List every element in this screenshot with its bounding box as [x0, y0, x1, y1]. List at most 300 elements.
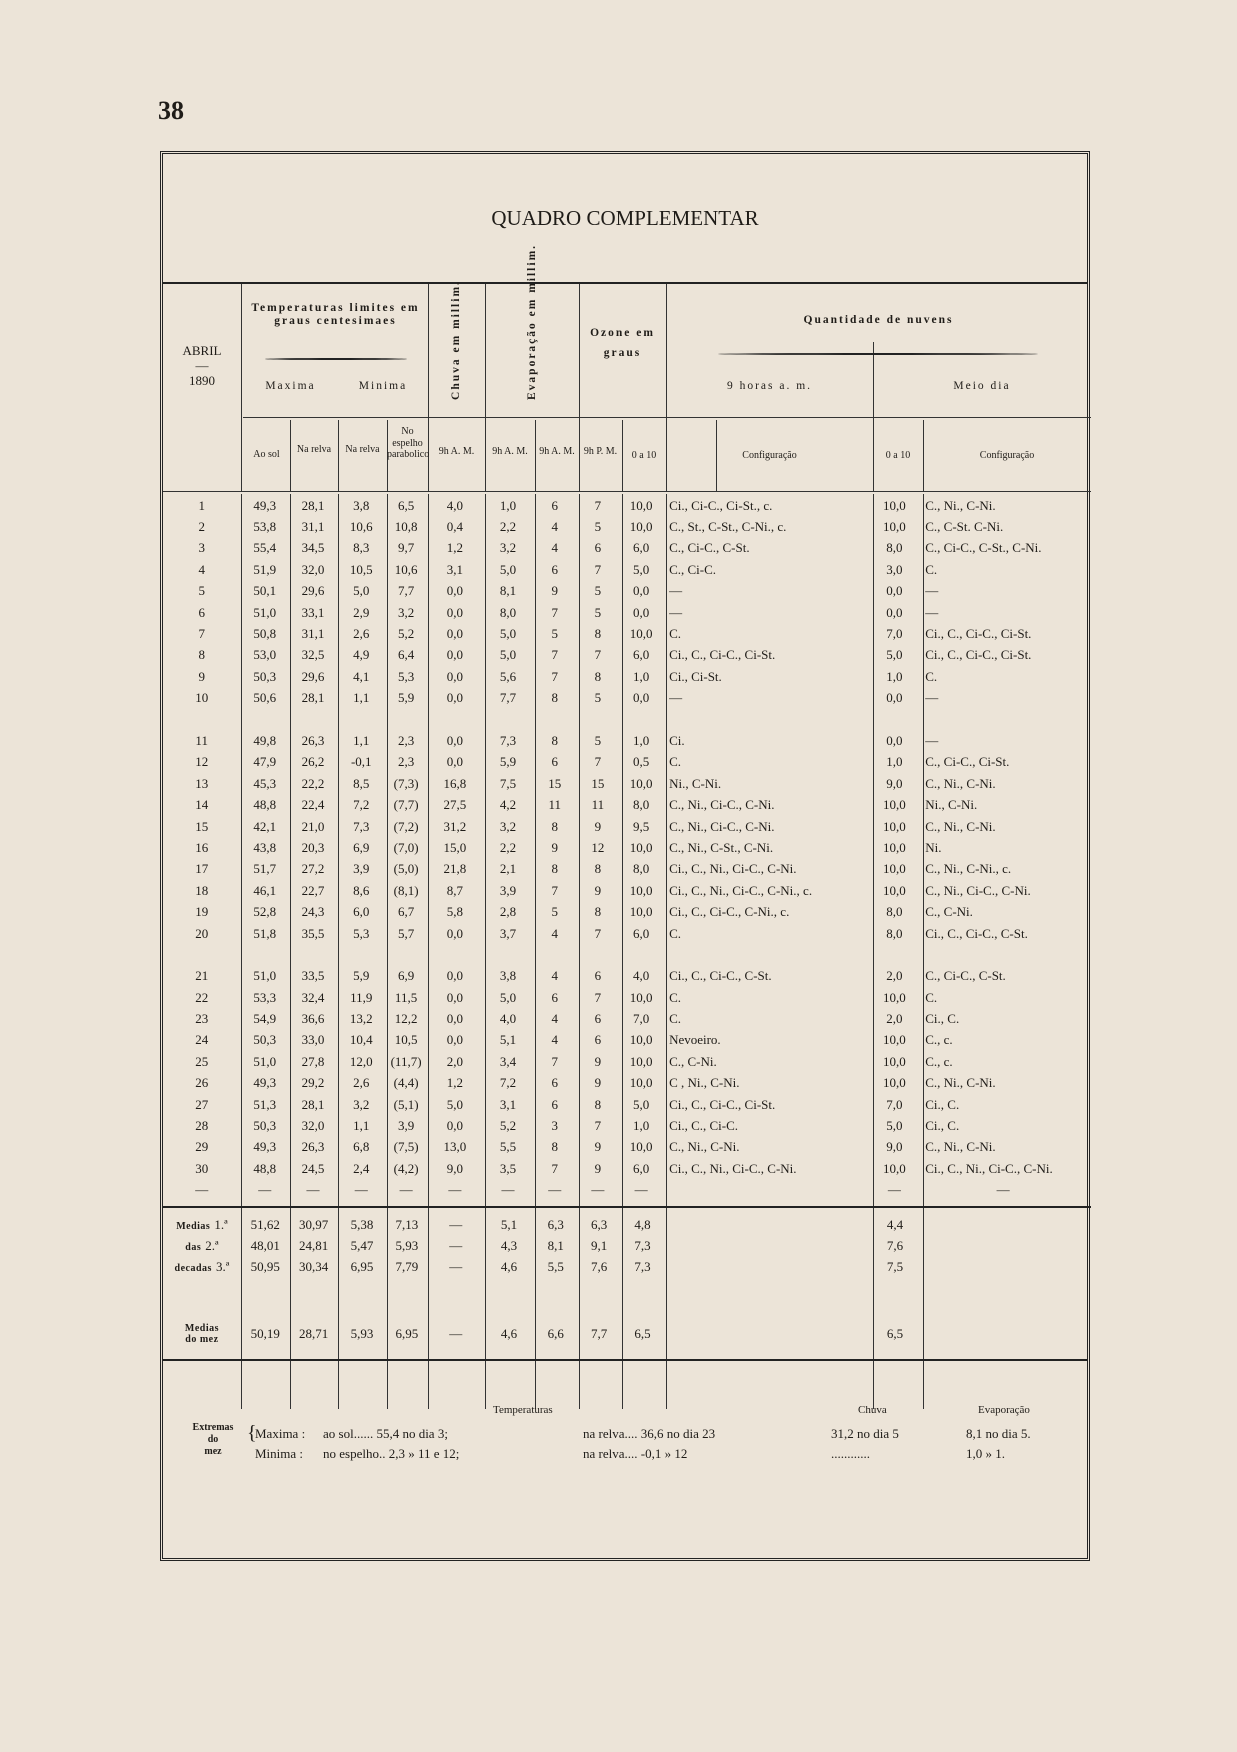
table-cell: 43,8 [253, 839, 277, 855]
config-pm-header: Configuração [979, 450, 1035, 461]
table-cell: (11,7) [390, 1053, 422, 1069]
table-cell: 15 [548, 775, 562, 791]
table-cell: 6,95 [350, 1258, 374, 1274]
table-cell: 10,4 [349, 1032, 373, 1048]
table-cell: 51,62 [250, 1216, 280, 1232]
table-cell [664, 1256, 870, 1277]
table-cell: -0,1 [350, 754, 372, 770]
summary-table [163, 1214, 1087, 1345]
table-cell [163, 1323, 241, 1345]
table-cell: Ci. [669, 732, 685, 748]
medias-mez-label: do mez [185, 1334, 219, 1345]
table-cell: C , Ni., C-Ni. [669, 1075, 740, 1091]
ozone-pm-header: 9h P. M. [583, 446, 618, 457]
table-cell: 2,3 [397, 754, 415, 770]
table-cell: 4 [198, 561, 205, 577]
table-cell: 10,0 [629, 882, 653, 898]
table-cell: 5 [594, 690, 602, 706]
table-cell: 1,2 [446, 540, 463, 556]
table-row [163, 645, 1087, 666]
table-cell: 50,6 [253, 690, 277, 706]
page-title: QUADRO COMPLEMENTAR [491, 206, 759, 230]
table-cell: 51,0 [253, 968, 277, 984]
table-cell: 28,1 [301, 497, 325, 513]
table-cell: 8,7 [446, 882, 463, 898]
table-cell: C., Ci-C., Ci-St. [925, 754, 1010, 770]
table-cell: 10,5 [394, 1032, 418, 1048]
table-cell: 7,6 [886, 1237, 904, 1253]
table-cell: 4,1 [353, 668, 370, 684]
table-row [163, 1158, 1087, 1179]
table-cell: — [449, 1258, 463, 1274]
table-cell: 1,0 [886, 668, 903, 684]
table-cell: 0,0 [446, 668, 463, 684]
table-cell: 10,0 [629, 839, 653, 855]
table-cell: Ci., C. [925, 1096, 960, 1112]
table-cell: 22 [195, 989, 209, 1005]
table-cell: 8 [551, 861, 558, 877]
table-cell: 55,4 [253, 540, 277, 556]
table-cell: 35,5 [301, 925, 325, 941]
table-cell: 5,5 [547, 1258, 564, 1274]
table-cell: 17 [195, 861, 209, 877]
table-cell: 10,6 [394, 561, 418, 577]
table-cell: 51,0 [253, 1053, 277, 1069]
table-cell: 9 [594, 882, 602, 898]
table-cell: 4,6 [500, 1258, 518, 1274]
min-evap: 1,0 » 1. [966, 1446, 1005, 1461]
table-cell: C., C-Ni. [925, 904, 973, 920]
table-cell: 3,1 [499, 1096, 517, 1112]
table-cell: Ci., C. [925, 1118, 960, 1134]
table-cell: 10,0 [882, 1053, 906, 1069]
table-cell: (4,4) [393, 1075, 419, 1091]
table-cell: 28,71 [299, 1326, 329, 1341]
table-cell: 10,0 [629, 626, 653, 642]
table-cell: — [195, 1182, 209, 1198]
max-chuva: 31,2 no dia 5 [831, 1426, 899, 1441]
table-cell: 2 [198, 519, 205, 535]
table-cell: 20,3 [301, 839, 325, 855]
table-cell: 46,1 [253, 882, 277, 898]
table-cell: 10,5 [349, 561, 373, 577]
table-cell: — [669, 604, 683, 620]
table-cell [664, 1214, 870, 1235]
table-cell: 7,3 [499, 732, 517, 748]
table-cell: 8,3 [353, 540, 370, 556]
table-cell: 7,7 [590, 1326, 608, 1341]
table-cell [920, 1214, 1087, 1235]
table-cell: 10,0 [882, 497, 906, 513]
table-cell: Ci., C., Ci-C., Ci-St. [925, 626, 1032, 642]
table-cell: 10,0 [629, 989, 653, 1005]
table-cell: — [449, 1326, 463, 1341]
max-evap: 8,1 no dia 5. [966, 1426, 1031, 1441]
table-cell: C. [669, 1011, 681, 1027]
table-cell: 50,3 [253, 1032, 277, 1048]
table-cell: 8,6 [353, 882, 370, 898]
table-row [163, 966, 1087, 987]
table-cell: Ci., Ci-C., Ci-St., c. [669, 497, 773, 513]
table-cell: C., Ci-C., C-St. [669, 540, 750, 556]
table-cell: 0,0 [633, 690, 650, 706]
min-espelho: no espelho.. 2,3 » 11 e 12; [323, 1446, 460, 1461]
table-cell: 5,0 [633, 1096, 650, 1112]
table-cell: 24 [195, 1032, 209, 1048]
table-cell: Ci., C., Ci-C., C-St. [925, 925, 1028, 941]
table-cell: 7 [594, 561, 602, 577]
table-row [163, 859, 1087, 880]
table-cell: 3,4 [499, 1053, 517, 1069]
table-cell: 0,0 [446, 732, 463, 748]
rule [163, 1359, 1087, 1361]
table-cell: 7,79 [395, 1258, 419, 1274]
table-cell: 4,6 [500, 1326, 518, 1341]
table-row [163, 794, 1087, 815]
table-cell: (7,5) [393, 1139, 419, 1155]
table-cell: 7 [594, 754, 602, 770]
table-cell: 22,2 [301, 775, 325, 791]
table-row [163, 752, 1087, 773]
month-dash: — [195, 358, 209, 373]
table-cell: 22,4 [301, 797, 325, 813]
table-cell: 0,0 [446, 1011, 463, 1027]
meio-dia-header: Meio dia [953, 380, 1011, 392]
table-cell: 11,9 [350, 989, 373, 1005]
decada-row [163, 1235, 1087, 1256]
table-cell: 7 [551, 647, 558, 663]
table-cell: 51,7 [253, 861, 277, 877]
table-cell: 22,7 [301, 882, 325, 898]
table-cell: 10,0 [882, 1032, 906, 1048]
table-cell: 5,8 [446, 904, 463, 920]
table-cell: 6,9 [397, 968, 415, 984]
table-cell: 5,1 [499, 1032, 517, 1048]
table-cell: 4,2 [499, 797, 517, 813]
table-cell: 7 [551, 1053, 558, 1069]
table-cell: 49,3 [253, 1075, 277, 1091]
divider [579, 284, 580, 492]
table-cell: 5,9 [397, 690, 415, 706]
table-cell: — [449, 1216, 463, 1232]
table-cell: 5,9 [353, 968, 370, 984]
table-cell: 3,2 [499, 818, 517, 834]
table-cell: C., St., C-St., C-Ni., c. [669, 519, 787, 535]
table-cell: 7,0 [886, 1096, 903, 1112]
table-row [163, 1115, 1087, 1136]
table-cell: 7,3 [634, 1237, 651, 1253]
table-cell: 4,0 [633, 968, 650, 984]
table-cell: 49,8 [253, 732, 277, 748]
table-cell: 6 [594, 540, 602, 556]
table-cell: 9 [594, 1139, 602, 1155]
table-cell: 0,0 [446, 690, 463, 706]
table-cell: 7,7 [499, 690, 517, 706]
table-cell: C. [925, 668, 938, 684]
brace [247, 356, 425, 362]
table-cell: Ci., C., Ci-C., C-Ni., c. [669, 904, 790, 920]
table-cell: 5 [594, 604, 602, 620]
table-cell: 29,6 [301, 668, 325, 684]
table-cell: 6 [551, 1075, 558, 1091]
table-cell: 7 [594, 989, 602, 1005]
table-cell: — [548, 1182, 562, 1198]
table-cell: 5,0 [886, 647, 903, 663]
table-cell: 3,9 [353, 861, 370, 877]
table-cell: Ci., C., Ci-C., C-St. [669, 968, 772, 984]
table-cell: 10,0 [882, 839, 906, 855]
table-cell: (5,1) [393, 1096, 419, 1112]
table-cell: Ci., C., Ci-C., Ci-St. [669, 1096, 776, 1112]
table-cell: 53,3 [253, 989, 277, 1005]
table-cell: 7 [198, 626, 205, 642]
table-cell: 6,7 [397, 904, 415, 920]
table-cell: 6,4 [397, 647, 415, 663]
table-cell: 33,1 [301, 604, 325, 620]
table-row [163, 987, 1087, 1008]
table-cell: 5,6 [499, 668, 517, 684]
table-cell: 10,6 [349, 519, 373, 535]
table-cell: 28,1 [301, 1096, 325, 1112]
table-cell: C., C-Ni. [669, 1053, 717, 1069]
table-cell: — [354, 1182, 368, 1198]
table-row [163, 495, 1087, 516]
table-cell: 0,0 [446, 925, 463, 941]
table-cell: 3,8 [353, 497, 370, 513]
table-cell: 10,0 [882, 519, 906, 535]
table-row [163, 1137, 1087, 1158]
maxima-header: Maxima [265, 380, 316, 392]
medias-mez-row [163, 1323, 1087, 1345]
max-relva: na relva.... 36,6 no dia 23 [583, 1426, 716, 1441]
table-cell: 53,8 [253, 519, 277, 535]
table-cell: 6 [551, 1096, 558, 1112]
table-cell: 9 [594, 818, 602, 834]
table-cell: 27,2 [301, 861, 325, 877]
table-cell: 7,3 [634, 1258, 651, 1274]
table-cell: 0,0 [446, 989, 463, 1005]
table-cell: 0,0 [886, 690, 903, 706]
year-label: 1890 [189, 373, 215, 388]
evaporacao-header: Evaporação em millim. [526, 243, 538, 400]
table-cell: — [925, 604, 939, 620]
table-row [163, 1008, 1087, 1029]
table-cell: 8,5 [353, 775, 370, 791]
table-cell: — [449, 1237, 463, 1253]
table-cell: 0,5 [633, 754, 650, 770]
table-cell: 50,8 [253, 626, 277, 642]
table-cell: (7,3) [393, 775, 419, 791]
table-cell: C., c. [925, 1053, 953, 1069]
table-cell: 24,3 [301, 904, 325, 920]
min-label: Minima : [255, 1446, 304, 1461]
table-cell: 7,0 [633, 1011, 650, 1027]
table-cell: 21,8 [443, 861, 467, 877]
table-cell: 10,0 [629, 775, 653, 791]
table-cell: C., Ni., C-Ni. [925, 775, 996, 791]
table-cell: 5,0 [499, 626, 517, 642]
table-cell: 6 [551, 754, 558, 770]
table-cell: 51,0 [253, 604, 277, 620]
table-cell: 4 [551, 540, 558, 556]
table-cell: 1,0 [499, 497, 517, 513]
table-cell: 6 [551, 561, 558, 577]
table-cell: 0,0 [446, 968, 463, 984]
divider [338, 420, 339, 492]
table-cell: 50,3 [253, 668, 277, 684]
table-cell: 5,0 [886, 1118, 903, 1134]
table-cell: 33,5 [301, 968, 325, 984]
table-cell: 10,0 [882, 797, 906, 813]
table-cell: 6,0 [633, 540, 650, 556]
table-cell: Ci., C., Ci-C., Ci-St. [925, 647, 1032, 663]
table-cell: 6 [551, 989, 558, 1005]
table-cell: 15 [195, 818, 209, 834]
table-cell: 30,34 [299, 1258, 329, 1274]
table-cell: 0,0 [446, 1032, 463, 1048]
table-cell: (7,2) [393, 818, 419, 834]
table-cell: 4 [551, 1032, 558, 1048]
table-cell: 32,5 [301, 647, 325, 663]
table-cell: C., Ni., Ci-C., C-Ni. [669, 797, 775, 813]
max-label: Maxima : [255, 1426, 306, 1441]
table-cell: 32,0 [301, 1118, 325, 1134]
table-cell: 5,5 [499, 1139, 517, 1155]
table-cell: 0,0 [446, 583, 463, 599]
table-cell: Ci., C., Ni., Ci-C., C-Ni. [925, 1160, 1053, 1176]
table-cell: 10,0 [882, 1160, 906, 1176]
escala-pm-header: 0 a 10 [885, 450, 911, 461]
table-cell: 51,8 [253, 925, 277, 941]
table-cell: 15 [591, 775, 605, 791]
table-cell: 5,2 [499, 1118, 517, 1134]
table-cell: 5,0 [633, 561, 650, 577]
table-cell: 9 [594, 1075, 602, 1091]
table-cell: 9 [594, 1160, 602, 1176]
table-cell [163, 1214, 241, 1235]
table-cell: 10,0 [882, 882, 906, 898]
table-cell: C., Ni., C-Ni. [925, 497, 996, 513]
table-cell: 26,3 [301, 1139, 325, 1155]
table-cell: 0,0 [886, 732, 903, 748]
max-sol: ao sol...... 55,4 no dia 3; [323, 1426, 448, 1441]
table-cell [663, 1180, 869, 1201]
nove-horas-header: 9 horas a. m. [726, 380, 813, 392]
table-cell [920, 1235, 1087, 1256]
table-cell: 3 [551, 1118, 558, 1134]
extremes-label-1: Extremas [192, 1422, 234, 1433]
divider [241, 284, 242, 492]
decada-ordinal: 3.ª [215, 1258, 230, 1274]
table-cell: 6,0 [633, 1160, 650, 1176]
table-cell: 13 [195, 775, 209, 791]
table-cell: 2,1 [499, 861, 517, 877]
table-cell: — [669, 583, 683, 599]
table-cell: 26 [195, 1075, 209, 1091]
table-cell: 14 [195, 797, 209, 813]
table-cell: 3,2 [353, 1096, 370, 1112]
table-cell: 2,0 [886, 1011, 903, 1027]
table-cell: 26,3 [301, 732, 325, 748]
extremes-label-2: do [207, 1434, 219, 1445]
extremes-chuva-header: Chuva [858, 1404, 887, 1416]
table-cell: — [996, 1182, 1010, 1198]
table-cell: 1,2 [446, 1075, 463, 1091]
ozone-header: Ozone em graus [590, 327, 655, 359]
table-cell: 2,3 [397, 732, 415, 748]
table-cell: 50,1 [253, 583, 277, 599]
table-row [163, 1073, 1087, 1094]
table-cell: 53,0 [253, 647, 277, 663]
table-cell: Ci., C. [925, 1011, 960, 1027]
table-cell: — [925, 583, 939, 599]
daily-table [163, 495, 1087, 1201]
table-row [163, 816, 1087, 837]
table-cell: 24,81 [299, 1237, 329, 1253]
table-cell: 11 [195, 732, 208, 748]
table-cell: 32,4 [301, 989, 325, 1005]
table-cell: 6 [594, 1011, 602, 1027]
table-cell: 5,0 [353, 583, 370, 599]
table-cell: 3,2 [499, 540, 517, 556]
table-cell: 7,6 [590, 1258, 608, 1274]
table-cell: 2,6 [353, 1075, 370, 1091]
table-cell: 3,5 [499, 1160, 517, 1176]
table-cell: — [399, 1182, 413, 1198]
extremes-evap-header: Evaporação [978, 1404, 1030, 1416]
table-cell: 26,2 [301, 754, 325, 770]
table-cell: — [501, 1182, 515, 1198]
table-cell: 4,4 [886, 1216, 904, 1232]
table-cell: 5,0 [499, 989, 517, 1005]
table-cell: 6,9 [353, 839, 370, 855]
table-cell: 5,7 [397, 925, 415, 941]
table-row [163, 516, 1087, 537]
table-cell: 29 [195, 1139, 209, 1155]
table-cell: Ci., C., Ni., Ci-C., C-Ni., c. [669, 882, 813, 898]
table-cell: 7 [551, 668, 558, 684]
table-cell: 2,2 [499, 839, 517, 855]
table-cell: 7 [594, 925, 602, 941]
table-cell: 5,0 [499, 647, 517, 663]
table-cell: 20 [195, 925, 209, 941]
na-relva-header: Na relva [296, 444, 332, 455]
table-cell: 10,0 [629, 1032, 653, 1048]
table-cell: 50,19 [250, 1326, 280, 1341]
min-relva: na relva.... -0,1 » 12 [583, 1446, 688, 1461]
table-cell: 8 [594, 1096, 602, 1112]
ao-sol-header: Ao sol [253, 449, 280, 460]
table-cell: (7,0) [393, 839, 419, 855]
table-cell: 34,5 [301, 540, 325, 556]
table-cell: C., Ni., Ci-C., C-Ni. [925, 882, 1031, 898]
table-cell: 8,0 [886, 925, 903, 941]
table-cell: 13,2 [349, 1011, 373, 1027]
table-cell: Ci., Ci-St. [669, 668, 722, 684]
table-cell: 36,6 [301, 1011, 325, 1027]
table-cell: 7 [551, 882, 558, 898]
table-cell: 5,3 [353, 925, 370, 941]
table-cell: 5 [551, 626, 558, 642]
table-cell: 0,0 [446, 647, 463, 663]
table-row [163, 730, 1087, 751]
table-cell: C., c. [925, 1032, 953, 1048]
temp-group-header: Temperaturas limites em graus centesimaes [251, 302, 420, 328]
table-cell: 11 [548, 797, 561, 813]
table-cell: 6,0 [633, 647, 650, 663]
table-row [163, 837, 1087, 858]
table-cell: 1,1 [353, 690, 370, 706]
